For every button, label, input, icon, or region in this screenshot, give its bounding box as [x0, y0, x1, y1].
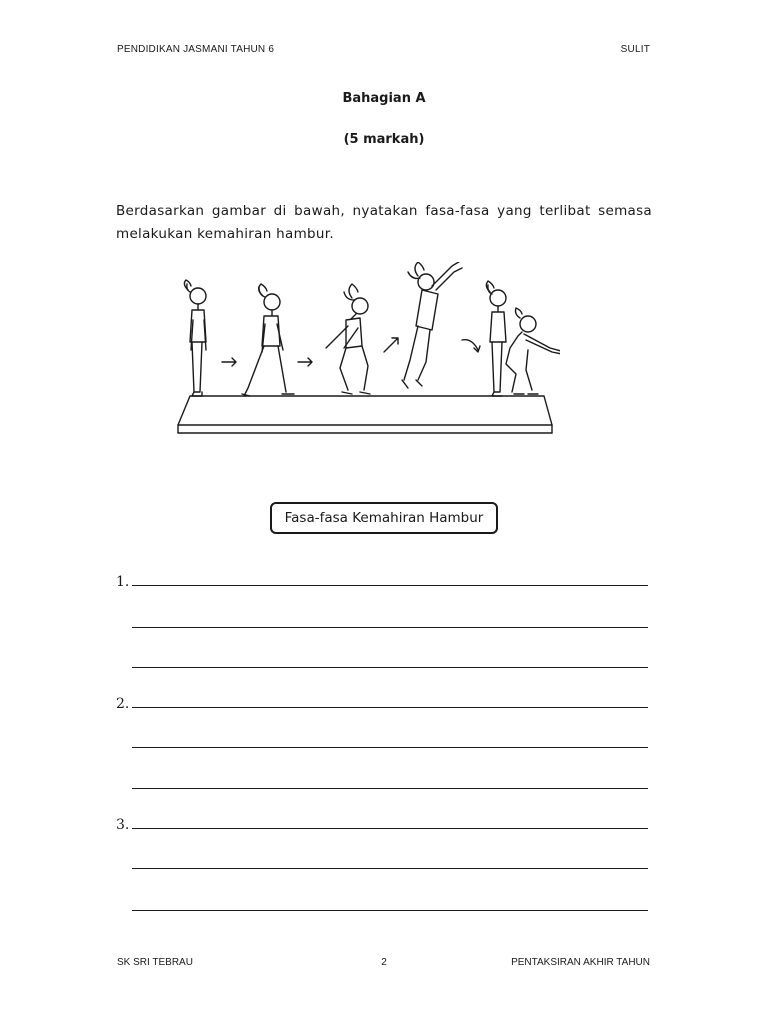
question-instruction: Berdasarkan gambar di bawah, nyatakan fasa-fasa yang terlibat semasa melakukan kemahiran hambur.: [116, 203, 652, 242]
answer-row-1c: [116, 650, 648, 670]
answer-row-1b: [116, 610, 648, 630]
answer-row-1: [116, 568, 648, 588]
section-marks: (5 markah): [343, 132, 425, 147]
figure-landing: [486, 281, 560, 396]
answer-row-3: [116, 811, 648, 831]
answer-line[interactable]: [132, 788, 648, 789]
figure-approach-run: [242, 284, 294, 396]
answer-line[interactable]: [132, 627, 648, 628]
arrow-right-icon-2: [298, 358, 312, 366]
figure-flight-phase: [402, 262, 462, 388]
footer-assessment: PENTAKSIRAN AKHIR TAHUN: [511, 957, 650, 968]
header-classification: SULIT: [620, 44, 650, 55]
answer-line[interactable]: [132, 707, 648, 708]
arrow-right-icon: [222, 358, 236, 366]
answer-row-2c: [116, 771, 648, 791]
figure-ready-stance: [184, 280, 206, 396]
figure-take-off: [326, 284, 370, 394]
answer-line[interactable]: [132, 747, 648, 748]
footer-school: SK SRI TEBRAU: [117, 957, 193, 968]
answer-row-2: [116, 690, 648, 710]
gym-mat: [178, 396, 552, 433]
phase-label-box: [270, 502, 498, 534]
arrow-curved-icon: [462, 340, 480, 352]
answer-number-2: 2.: [116, 696, 130, 712]
footer-page-number: 2: [381, 957, 387, 968]
answer-line[interactable]: [132, 868, 648, 869]
hambur-sequence-illustration: [170, 262, 560, 442]
phase-label-text: Fasa-fasa Kemahiran Hambur: [284, 510, 484, 526]
answer-number-3: 3.: [116, 817, 130, 833]
answer-row-3b: [116, 851, 648, 871]
answer-line[interactable]: [132, 585, 648, 586]
header-subject: PENDIDIKAN JASMANI TAHUN 6: [117, 44, 275, 55]
section-title: Bahagian A: [342, 91, 426, 106]
answer-number-1: 1.: [116, 574, 130, 590]
answer-line[interactable]: [132, 828, 648, 829]
answer-line[interactable]: [132, 667, 648, 668]
answer-row-2b: [116, 730, 648, 750]
answer-line[interactable]: [132, 910, 648, 911]
arrow-up-right-icon: [384, 338, 398, 352]
answer-row-3c: [116, 893, 648, 913]
